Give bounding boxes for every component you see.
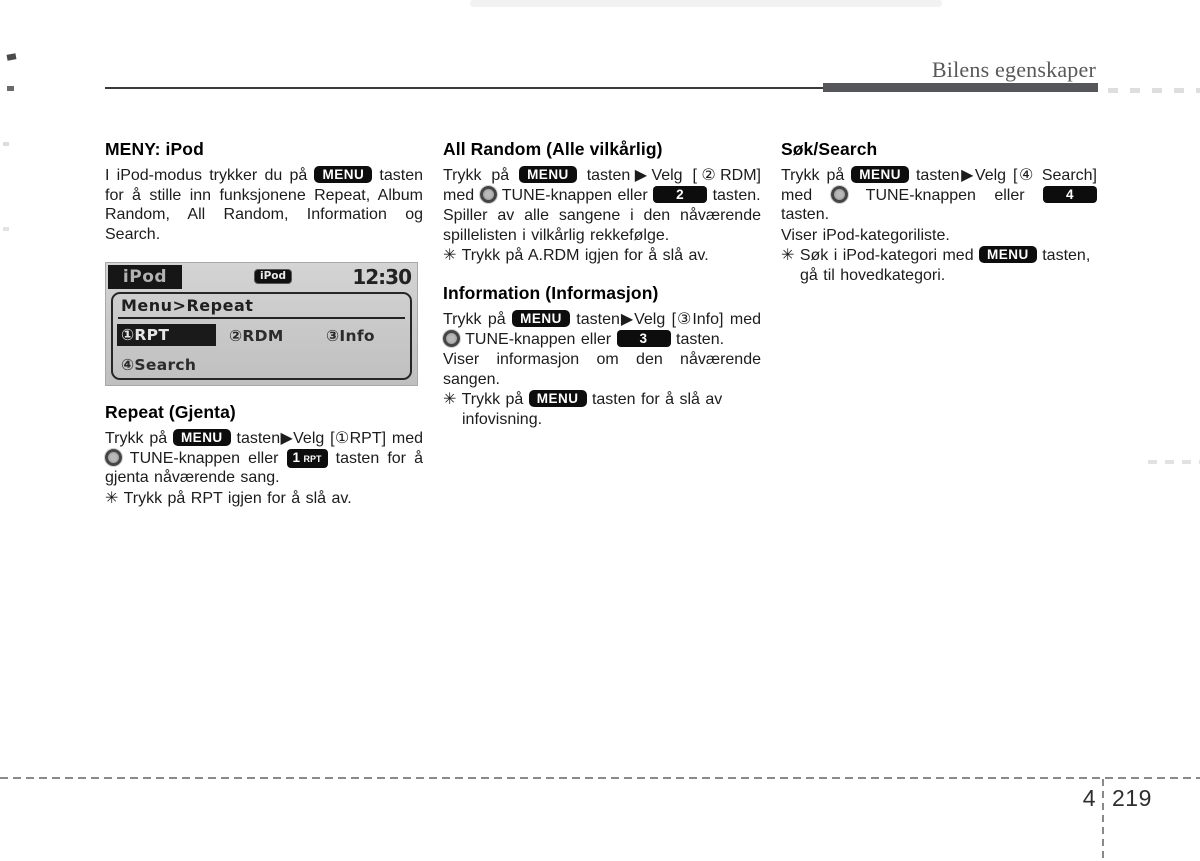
section-heading: All Random (Alle vilkårlig) bbox=[443, 139, 663, 159]
note: ✳ Søk i iPod-kategori med MENU tasten, gå til hovedkategori. bbox=[781, 247, 1091, 284]
key-badge-1rpt: 1 RPT bbox=[287, 449, 328, 468]
header-accent-bar bbox=[823, 83, 1098, 92]
paragraph: Trykk på MENU tasten▶Velg [②RDM] med TUNE-knappen eller 2 tasten. bbox=[443, 167, 761, 204]
column-repeat bbox=[105, 402, 423, 509]
menu-key-badge: MENU bbox=[519, 166, 577, 183]
section-heading: MENY: iPod bbox=[105, 139, 204, 159]
menu-key-badge: MENU bbox=[512, 310, 570, 327]
paragraph: Spiller av alle sangene i den nåværende spillelisten i vilkårlig rekkefølge. bbox=[443, 207, 761, 244]
note: ✳ Trykk på RPT igjen for å slå av. bbox=[105, 489, 352, 507]
edge-mark bbox=[7, 86, 14, 91]
display-menu-item: ④Search bbox=[121, 356, 197, 374]
section-heading: Søk/Search bbox=[781, 139, 878, 159]
paragraph: I iPod-modus trykker du på MENU tasten for å stille inn funksjonene Repeat, Album Random, All Random, Information og Search. bbox=[105, 167, 424, 243]
tune-knob-icon bbox=[831, 186, 848, 203]
ipod-badge: iPod bbox=[254, 269, 292, 284]
note: ✳ Trykk på MENU tasten for å slå av infovisning. bbox=[443, 391, 723, 428]
radio-display-image bbox=[105, 262, 418, 386]
paragraph: Trykk på MENU tasten▶Velg [④ Search] med TUNE-knappen eller 4 tasten. bbox=[781, 167, 1098, 224]
display-divider bbox=[118, 317, 405, 319]
tune-knob-icon bbox=[480, 186, 497, 203]
chapter-number: 4 bbox=[1082, 785, 1096, 811]
display-menu-item: ③Info bbox=[326, 327, 375, 345]
section-heading: Information (Informasjon) bbox=[443, 282, 659, 303]
edge-mark bbox=[3, 227, 9, 231]
section-heading: Repeat (Gjenta) bbox=[105, 402, 236, 422]
column-meny-ipod bbox=[105, 139, 423, 245]
paragraph: Viser iPod-kategoriliste. bbox=[781, 226, 950, 244]
menu-key-badge: MENU bbox=[173, 429, 231, 446]
display-menu-path: Menu>Repeat bbox=[121, 296, 254, 315]
display-source-label: iPod bbox=[108, 265, 182, 289]
paragraph: Trykk på MENU tasten▶Velg [③Info] med TUNE-knappen eller 3 tasten. bbox=[443, 310, 761, 348]
edge-mark bbox=[3, 142, 9, 146]
column-sok-search bbox=[781, 139, 1097, 287]
display-menu-panel bbox=[111, 292, 412, 380]
page-title: Bilens egenskaper bbox=[931, 57, 1096, 82]
header-edge-dashes bbox=[1108, 88, 1200, 93]
menu-key-badge: MENU bbox=[529, 390, 587, 407]
menu-key-badge: MENU bbox=[851, 166, 909, 183]
key-badge-small-label: RPT bbox=[303, 453, 322, 464]
footer-dashed-vline bbox=[1102, 779, 1104, 861]
note: ✳ Trykk på A.RDM igjen for å slå av. bbox=[443, 247, 709, 265]
display-menu-item: ①RPT bbox=[117, 324, 216, 346]
paragraph: Trykk på MENU tasten▶Velg [①RPT] med TUNE-knappen eller 1 RPT tasten for å gjenta nåværende sang. bbox=[105, 430, 423, 487]
menu-key-badge: MENU bbox=[314, 166, 372, 183]
tune-knob-icon bbox=[443, 330, 460, 347]
tune-knob-icon bbox=[105, 449, 122, 466]
column-all-random bbox=[443, 139, 761, 431]
edge-mark bbox=[1148, 460, 1200, 464]
display-clock: 12:30 bbox=[352, 265, 411, 289]
number-key-badge: 3 bbox=[617, 330, 671, 347]
footer-dashed-line bbox=[0, 777, 1200, 779]
paragraph: Viser informasjon om den nåværende sangen. bbox=[443, 351, 761, 388]
menu-key-badge: MENU bbox=[979, 246, 1037, 263]
top-page-strip bbox=[470, 0, 942, 7]
edge-mark bbox=[7, 53, 17, 60]
number-key-badge: 4 bbox=[1043, 186, 1097, 203]
page-number: 219 bbox=[1112, 785, 1152, 811]
display-menu-item: ②RDM bbox=[229, 327, 284, 345]
number-key-badge: 2 bbox=[653, 186, 707, 203]
